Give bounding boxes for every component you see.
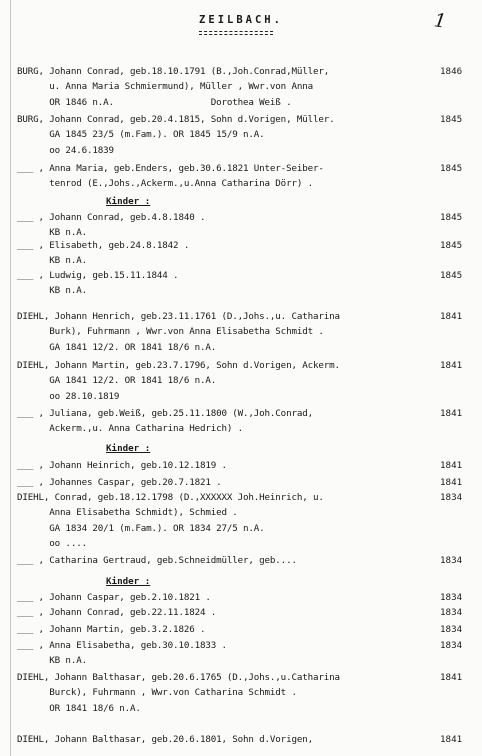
entry-year: 1834 bbox=[440, 607, 463, 618]
entry-line: ___ , Juliana, geb.Weiß, geb.25.11.1800 (W.,Joh.Conrad, bbox=[17, 408, 313, 419]
entry-continuation-line: GA 1841 12/2. OR 1841 18/6 n.A. bbox=[17, 375, 217, 387]
entry-year: 1845 bbox=[440, 270, 463, 281]
entry-year: 1841 bbox=[440, 460, 463, 471]
entry-year: 1841 bbox=[440, 672, 463, 683]
entry-line: ___ , Johann Caspar, geb.2.10.1821 . bbox=[17, 592, 211, 603]
entry-line: ___ , Catharina Gertraud, geb.Schneidmüller, geb.... bbox=[17, 555, 297, 566]
entry-line: ___ , Johann Heinrich, geb.10.12.1819 . bbox=[17, 460, 227, 471]
page-edge bbox=[10, 0, 11, 756]
entry-continuation-line: KB n.A. bbox=[17, 255, 87, 267]
entry-continuation-line: Ackerm.,u. Anna Catharina Hedrich) . bbox=[17, 423, 244, 435]
entry-year: 1834 bbox=[440, 592, 463, 603]
entry-continuation-line: Anna Elisabetha Schmidt), Schmied . bbox=[17, 507, 238, 519]
entry-line: ___ , Anna Elisabetha, geb.30.10.1833 . bbox=[17, 640, 227, 651]
entry-year: 1845 bbox=[440, 212, 463, 223]
entry-line: DIEHL, Conrad, geb.18.12.1798 (D.,XXXXXX Joh.Heinrich, u. bbox=[17, 492, 324, 503]
entry-continuation-line: KB n.A. bbox=[17, 655, 87, 667]
entry-continuation-line: oo 24.6.1839 bbox=[17, 144, 114, 156]
entry-continuation-line: OR 1846 n.A. Dorothea Weiß . bbox=[17, 96, 292, 108]
entry-line: BURG, Johann Conrad, geb.18.10.1791 (B.,Joh.Conrad,Müller, bbox=[17, 66, 330, 77]
entry-continuation-line: oo 28.10.1819 bbox=[17, 390, 120, 402]
entry-continuation-line: GA 1841 12/2. OR 1841 18/6 n.A. bbox=[17, 341, 217, 353]
entry-year: 1834 bbox=[440, 624, 463, 635]
entry-year: 1841 bbox=[440, 734, 463, 745]
kinder-heading: Kinder : bbox=[106, 443, 151, 454]
entry-year: 1845 bbox=[440, 114, 463, 125]
entry-line: DIEHL, Johann Henrich, geb.23.11.1761 (D.,Johs.,u. Catharina bbox=[17, 311, 340, 322]
entry-continuation-line: oo .... bbox=[17, 537, 87, 549]
entry-line: ___ , Johann Conrad, geb.22.11.1824 . bbox=[17, 607, 217, 618]
entry-line: BURG, Johann Conrad, geb.20.4.1815, Sohn d.Vorigen, Müller. bbox=[17, 114, 335, 125]
entry-line: ___ , Johann Martin, geb.3.2.1826 . bbox=[17, 624, 206, 635]
entry-line: ___ , Johannes Caspar, geb.20.7.1821 . bbox=[17, 477, 222, 488]
entry-line: DIEHL, Johann Balthasar, geb.20.6.1765 (D.,Johs.,u.Catharina bbox=[17, 672, 340, 683]
entry-line: DIEHL, Johann Balthasar, geb.20.6.1801, Sohn d.Vorigen, bbox=[17, 734, 313, 745]
entry-continuation-line: KB n.A. bbox=[17, 227, 87, 239]
entry-continuation-line: Burck), Fuhrmann , Wwr.von Catharina Schmidt . bbox=[17, 687, 297, 699]
entry-continuation-line: tenrod (E.,Johs.,Ackerm.,u.Anna Catharina Dörr) . bbox=[17, 178, 313, 190]
entry-line: ___ , Anna Maria, geb.Enders, geb.30.6.1821 Unter-Seiber- bbox=[17, 163, 324, 174]
entry-year: 1845 bbox=[440, 240, 463, 251]
entry-year: 1841 bbox=[440, 477, 463, 488]
entry-year: 1845 bbox=[440, 163, 463, 174]
kinder-heading: Kinder : bbox=[106, 196, 151, 207]
page-title: ZEILBACH. bbox=[199, 14, 283, 26]
entry-line: ___ , Elisabeth, geb.24.8.1842 . bbox=[17, 240, 190, 251]
entry-year: 1846 bbox=[440, 66, 463, 77]
entry-continuation-line: OR 1841 18/6 n.A. bbox=[17, 702, 141, 714]
entry-year: 1841 bbox=[440, 360, 463, 371]
entry-line: ___ , Ludwig, geb.15.11.1844 . bbox=[17, 270, 179, 281]
entry-continuation-line: GA 1845 23/5 (m.Fam.). OR 1845 15/9 n.A. bbox=[17, 129, 265, 141]
entry-year: 1834 bbox=[440, 555, 463, 566]
kinder-heading: Kinder : bbox=[106, 576, 151, 587]
entry-continuation-line: Burk), Fuhrmann , Wwr.von Anna Elisabetha Schmidt . bbox=[17, 326, 324, 338]
page-number: 1 bbox=[432, 9, 448, 33]
entry-line: ___ , Johann Conrad, geb.4.8.1840 . bbox=[17, 212, 206, 223]
entry-line: DIEHL, Johann Martin, geb.23.7.1796, Sohn d.Vorigen, Ackerm. bbox=[17, 360, 340, 371]
entry-year: 1841 bbox=[440, 408, 463, 419]
entry-continuation-line: GA 1834 20/1 (m.Fam.). OR 1834 27/5 n.A. bbox=[17, 522, 265, 534]
entry-year: 1834 bbox=[440, 640, 463, 651]
entry-year: 1841 bbox=[440, 311, 463, 322]
entry-year: 1834 bbox=[440, 492, 463, 503]
entry-continuation-line: u. Anna Maria Schmiermund), Müller , Wwr.von Anna bbox=[17, 81, 313, 93]
title-underline bbox=[199, 31, 273, 35]
entry-continuation-line: KB n.A. bbox=[17, 285, 87, 297]
